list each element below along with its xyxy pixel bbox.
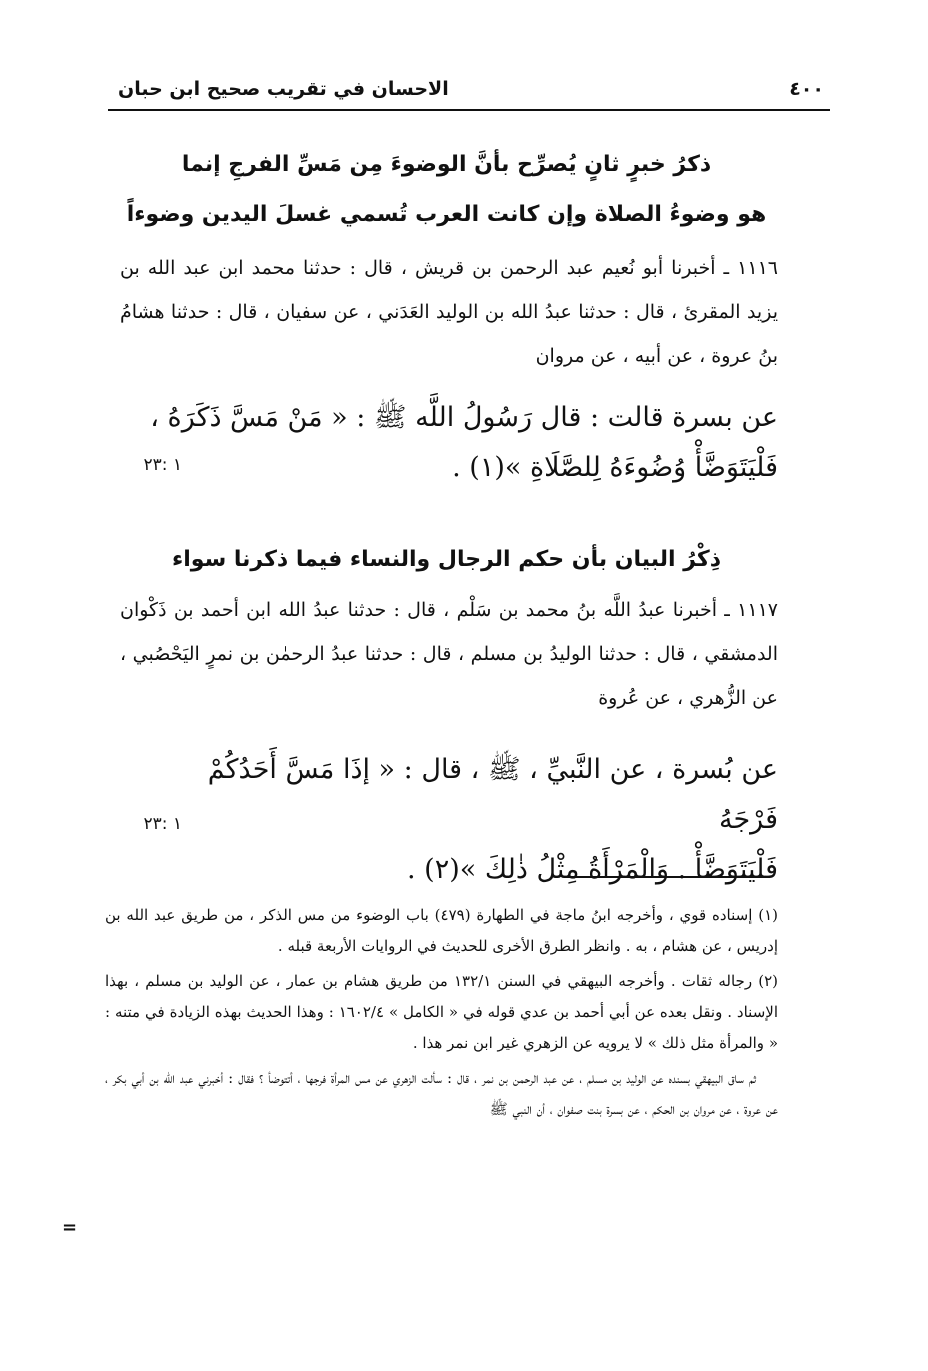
footnotes (105, 900, 778, 1129)
section-1-title-line-1: ذكرُ خبرٍ ثانٍ يُصرِّح بأنَّ الوضوءَ مِن مَسِّ الفرجِ إنما (181, 152, 712, 177)
footnote-2: (٢) رجاله ثقات . وأخرجه البيهقي في السنن ١٣٢/١ من طريق هشام بن عمار ، عن الوليد بن مسلم ، بهذا الإسناد . ونقل بعده عن أبي أحمد بن عدي قوله في « الكامل » ١٦٠٢/٤ : وهذا الحديث بهذه الزيادة في متنه : « والمرأة مثل ذلك » لا يرويه عن الزهري غير ابن نمر هذا . (105, 972, 778, 1052)
section-1-title (120, 140, 773, 240)
hadith-1117-text (150, 745, 778, 895)
section-2-title: ذِكْرُ البيان بأن حكم الرجال والنساء فيما ذكرنا سواء (172, 547, 721, 572)
hadith-1116-line-2: فَلْيَتَوَضَّأْ وُضُوءَهُ لِلصَّلَاةِ »(١) . (452, 452, 778, 483)
hadith-1117-line-1: عن بُسرة ، عن النَّبيِّ ، ﷺ ، قال : « إذَا مَسَّ أَحَدُكُمْ فَرْجَهُ (207, 754, 778, 835)
hadith-1116-line-1: عن بسرة قالت : قال رَسُولُ اللَّه ﷺ : « مَنْ مَسَّ ذَكَرَهُ ، (150, 402, 778, 433)
hadith-1117-reference: ١ :٢٣ (143, 814, 182, 834)
header-rule (108, 109, 830, 111)
hadith-1117-line-2: فَلْيَتَوَضَّأْ . وَالْمَرْأَةُ مِثْلُ ذٰلِكَ »(٢) . (407, 854, 778, 885)
page-number: ٤٠٠ (789, 78, 824, 100)
section-1-title-line-2: هو وضوءُ الصلاة وإن كانت العرب تُسمي غسلَ اليدين وضوءاً (126, 202, 767, 227)
footnote-2-continuation: ثم ساق البيهقي بسنده عن الوليد بن مسلم ، عن عبد الرحمن بن نمر ، قال : سألت الزهري عن مس المرأة فرجها ، أتتوضأ ؟ فقال : أخبرني عبد الله بن أبي بكر ، عن عروة ، عن مروان بن الحكم ، عن بسرة بنت صفوان ، أن النبي ﷺ (105, 1069, 778, 1118)
hadith-1116-isnad: ١١١٦ ـ أخبرنا أبو نُعيم عبد الرحمن بن قريش ، قال : حدثنا محمد ابن عبد الله بن يزيد المقرئ ، قال : حدثنا عبدُ الله بن الوليد العَدَني ، عن سفيان ، قال : حدثنا هشامُ بنُ عروة ، عن أبيه ، عن مروان (120, 257, 778, 367)
hadith-1117-isnad: ١١١٧ ـ أخبرنا عبدُ اللَّه بنُ محمد بن سَلْم ، قال : حدثنا عبدُ الله ابن أحمد بن ذَكْوان الدمشقي ، قال : حدثنا الوليدُ بن مسلم ، قال : حدثنا عبدُ الرحمٰن بن نمرٍ اليَحْصُبي ، عن الزُّهري ، عن عُروة (120, 599, 778, 709)
hadith-1116-text (150, 393, 778, 493)
hadith-1116-reference: ١ :٢٣ (143, 455, 182, 475)
footnote-1: (١) إسناده قوي ، وأخرجه ابنُ ماجة في الطهارة (٤٧٩) باب الوضوء من مس الذكر ، من طريق عبد الله بن إدريس ، عن هشام ، به . وانظر الطرق الأخرى للحديث في الروايات الأربعة قبله . (105, 906, 779, 955)
running-header (118, 72, 824, 106)
continuation-mark: = (62, 1217, 78, 1238)
footnote-separator (565, 876, 770, 878)
book-title: الاحسان في تقريب صحيح ابن حبان (118, 78, 449, 100)
